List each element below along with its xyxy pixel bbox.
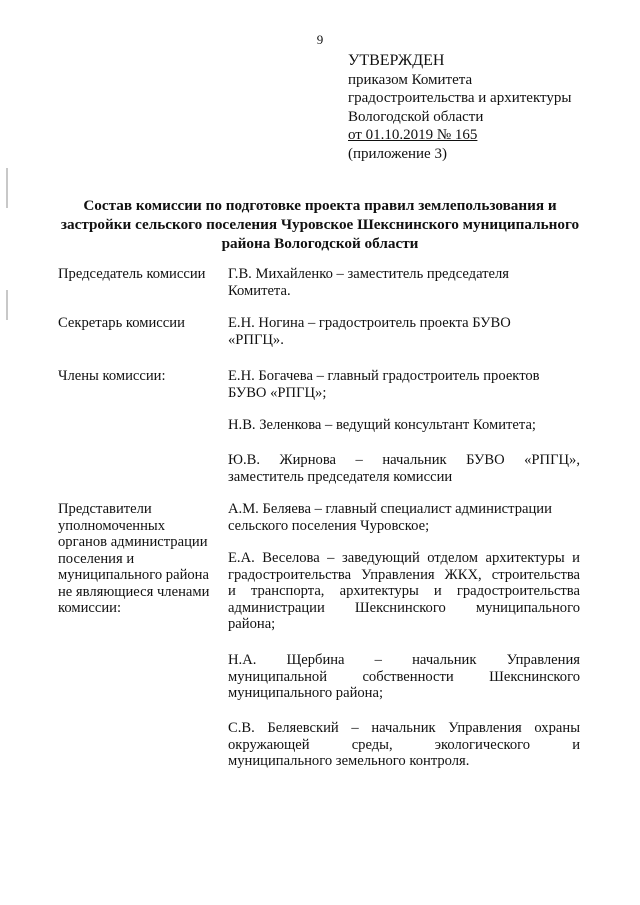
- person-secretary: [228, 315, 580, 348]
- heading-line: района Вологодской области: [221, 235, 419, 252]
- person-chair: [228, 266, 580, 299]
- page-number: 9: [316, 32, 324, 47]
- approval-title: УТВЕРЖДЕН: [348, 52, 445, 69]
- approval-appendix: (приложение 3): [348, 145, 447, 162]
- person-line: «РПГЦ».: [228, 331, 284, 348]
- heading-line: Состав комиссии по подготовке проекта правил землепользования и: [83, 197, 557, 214]
- approval-stamp: [348, 52, 618, 163]
- person-rep-4: [228, 720, 580, 770]
- person-line: Н.А. Щербина – начальник Управления: [228, 652, 580, 668]
- role-line: Представители: [58, 501, 152, 517]
- person-line: С.В. Беляевский – начальник Управления охраны: [228, 720, 580, 736]
- person-line: муниципальной собственности Шекснинского: [228, 668, 580, 685]
- role-secretary: Секретарь комиссии: [58, 315, 185, 331]
- person-line: градостроительства Управления ЖКХ, строительства: [228, 566, 580, 583]
- role-members: Члены комиссии:: [58, 368, 166, 384]
- role-line: не являющиеся членами: [58, 583, 210, 600]
- role-line: поселения и: [58, 550, 135, 567]
- person-rep-2: [228, 550, 580, 633]
- person-line: А.М. Беляева – главный специалист администрации: [228, 501, 552, 517]
- heading-line: застройки сельского поселения Чуровское Шекснинского муниципального: [60, 216, 580, 233]
- approval-line: градостроительства и архитектуры: [348, 90, 572, 106]
- scan-artifact: [6, 290, 8, 320]
- role-line: органов администрации: [58, 534, 208, 550]
- person-line: сельского поселения Чуровское;: [228, 517, 430, 534]
- person-line: Комитета.: [228, 282, 291, 299]
- person-line: и транспорта, архитектуры и градостроительства: [228, 583, 580, 599]
- role-representatives: [58, 501, 220, 617]
- document-heading: [40, 196, 600, 253]
- person-line: Е.А. Веселова – заведующий отделом архитектуры и: [228, 550, 580, 566]
- approval-date: от 01.10.2019 № 165: [348, 127, 478, 143]
- person-line: Г.В. Михайленко – заместитель председателя: [228, 266, 510, 282]
- person-line: заместитель председателя комиссии: [228, 468, 453, 485]
- person-member-1: [228, 368, 580, 401]
- person-line: администрации Шекснинского муниципального: [228, 599, 580, 616]
- person-line: муниципального земельного контроля.: [228, 753, 470, 769]
- approval-line: Вологодской области: [348, 108, 484, 125]
- person-line: муниципального района;: [228, 685, 384, 701]
- person-line: Н.В. Зеленкова – ведущий консультант Комитета;: [228, 417, 536, 433]
- person-member-2: [228, 417, 580, 434]
- person-line: Е.Н. Ногина – градостроитель проекта БУВО: [228, 315, 511, 331]
- approval-line: приказом Комитета: [348, 71, 473, 88]
- role-chair: Председатель комиссии: [58, 266, 206, 282]
- person-line: района;: [228, 616, 276, 632]
- person-rep-1: [228, 501, 580, 534]
- person-rep-3: [228, 652, 580, 702]
- role-line: муниципального района: [58, 567, 209, 583]
- person-line: окружающей среды, экологического и: [228, 736, 580, 753]
- person-line: Ю.В. Жирнова – начальник БУВО «РПГЦ»,: [228, 452, 580, 468]
- person-member-3: [228, 452, 580, 485]
- person-line: БУВО «РПГЦ»;: [228, 384, 327, 401]
- person-line: Е.Н. Богачева – главный градостроитель проектов: [228, 368, 540, 384]
- role-line: комиссии:: [58, 600, 122, 616]
- role-line: уполномоченных: [58, 517, 166, 534]
- scan-artifact: [6, 168, 8, 208]
